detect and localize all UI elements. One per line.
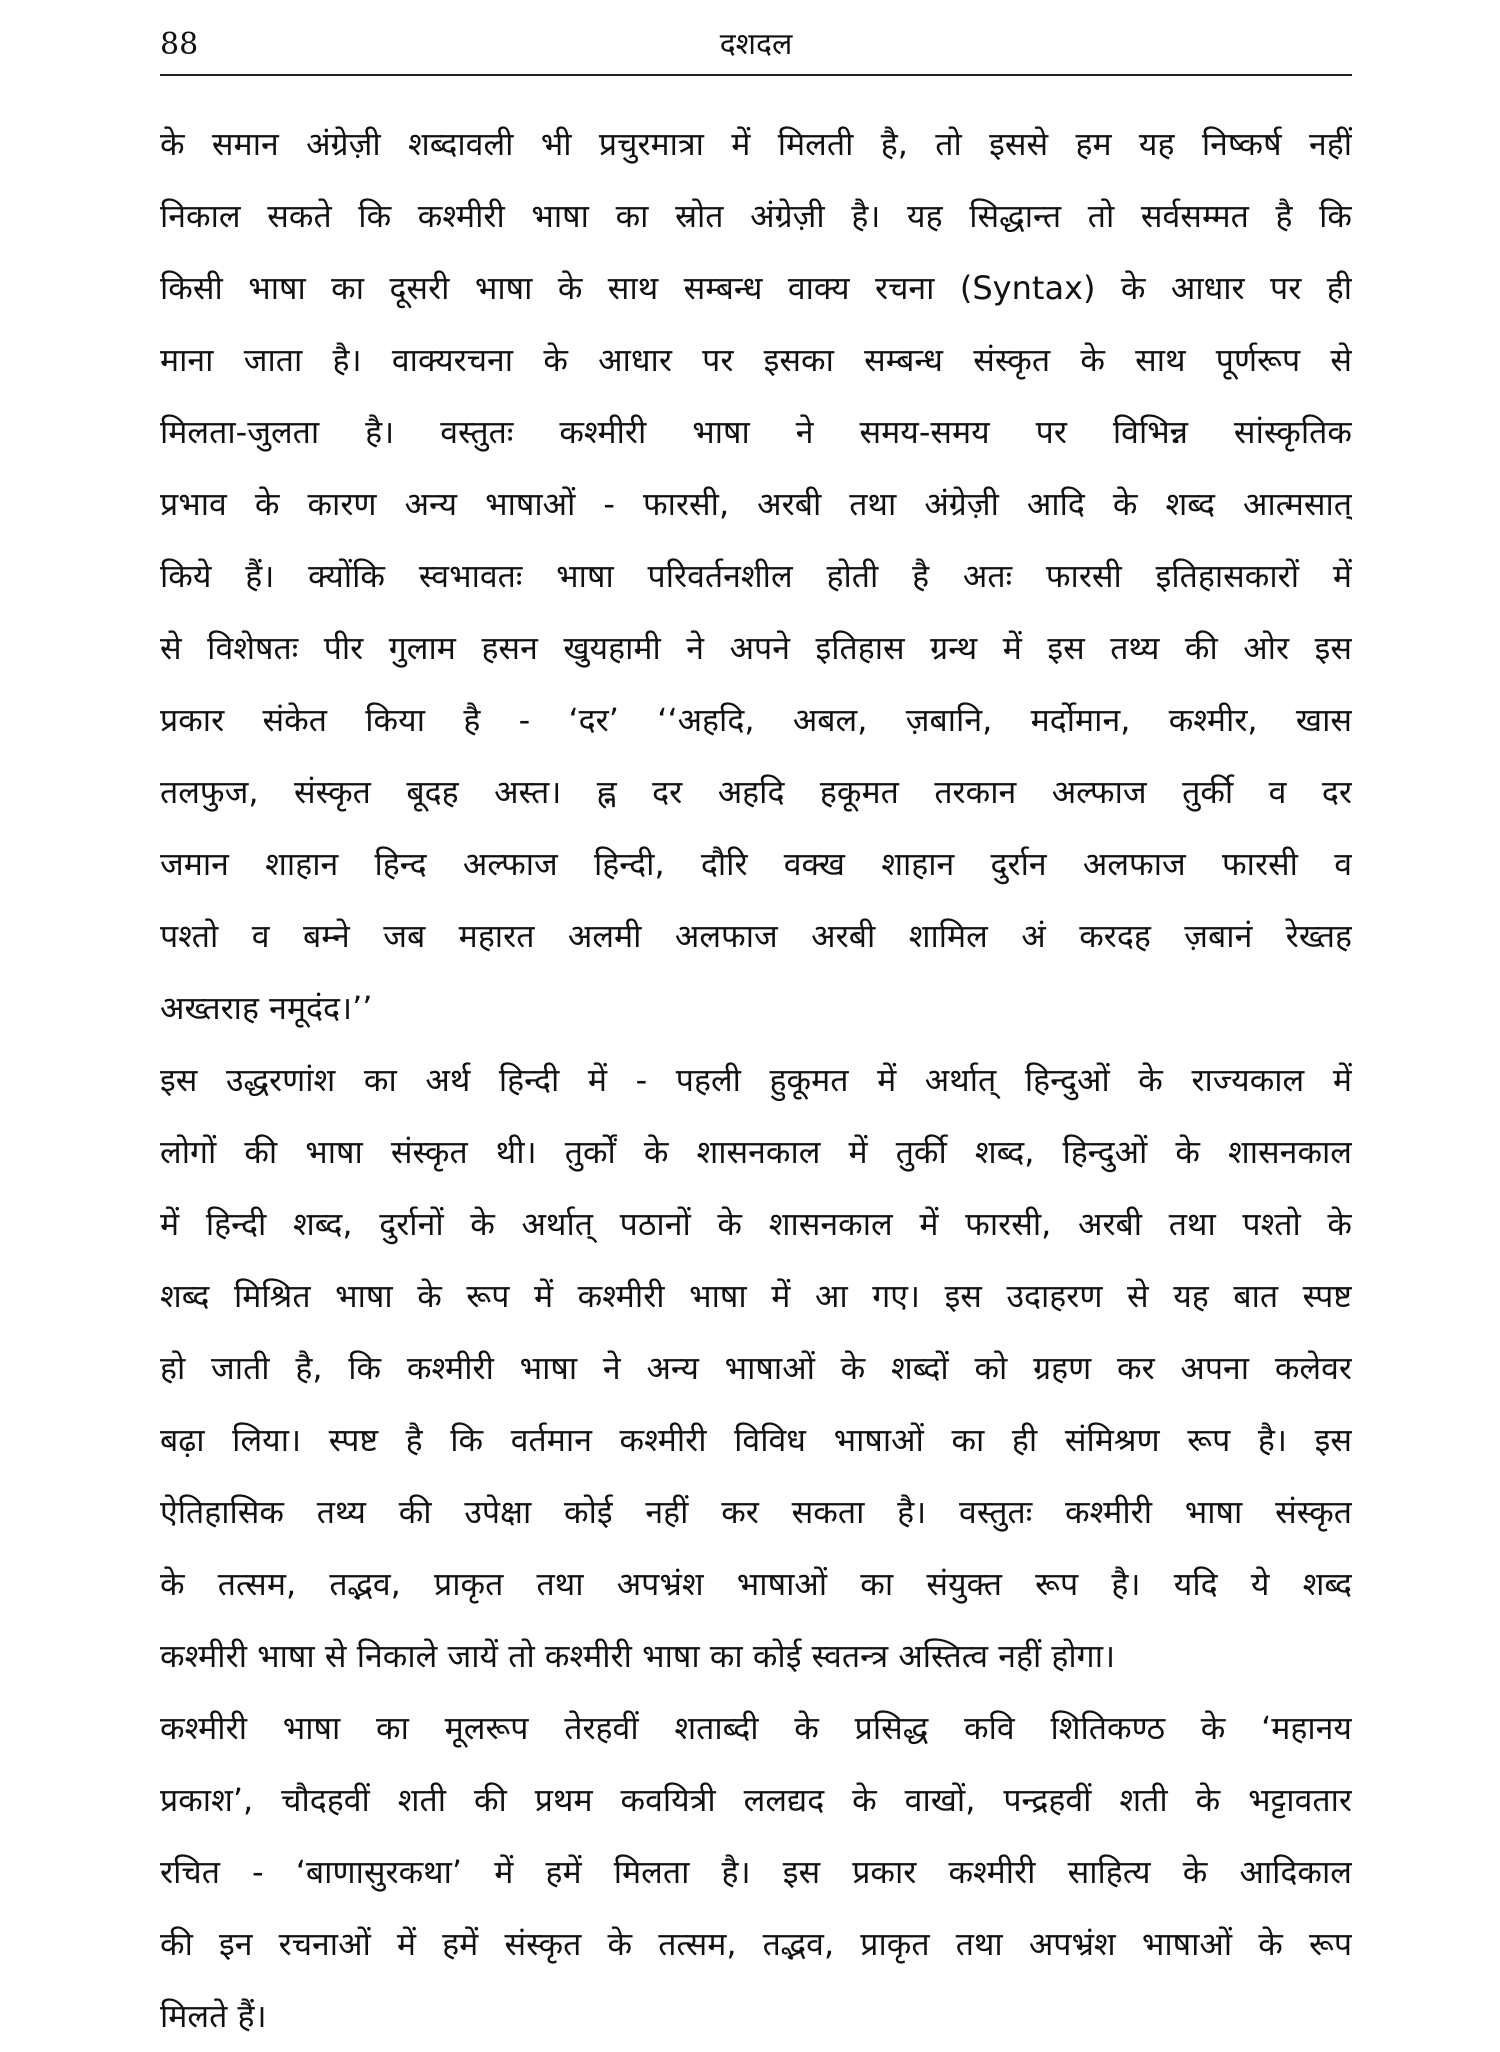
page-header	[160, 22, 1352, 68]
text-line: तलफुज, संस्कृत बूदह अस्त। ह्न दर अहदि हकूमत तरकान अल्फाज तुर्की व दर	[160, 773, 1352, 811]
text-line: किये हैं। क्योंकि स्वभावतः भाषा परिवर्तनशील होती है अतः फारसी इतिहासकारों में	[160, 557, 1352, 595]
text-line: कश्मीरी भाषा से निकाले जायें तो कश्मीरी भाषा का कोई स्वतन्त्र अस्तित्व नहीं होगा।	[160, 1637, 1116, 1675]
text-line: मिलते हैं।	[160, 1997, 267, 2035]
text-line: प्रकाश’, चौदहवीं शती की प्रथम कवयित्री ललद्यद के वाखों, पन्द्रहवीं शती के भट्टावतार	[160, 1781, 1352, 1819]
text-line: बढ़ा लिया। स्पष्ट है कि वर्तमान कश्मीरी विविध भाषाओं का ही संमिश्रण रूप है। इस	[160, 1421, 1352, 1459]
text-line: शब्द मिश्रित भाषा के रूप में कश्मीरी भाषा में आ गए। इस उदाहरण से यह बात स्पष्ट	[160, 1277, 1352, 1315]
text-line: कश्मीरी भाषा का मूलरूप तेरहवीं शताब्दी के प्रसिद्ध कवि शितिकण्ठ के ‘महानय	[160, 1709, 1352, 1747]
text-line: प्रभाव के कारण अन्य भाषाओं - फारसी, अरबी तथा अंग्रेज़ी आदि के शब्द आत्मसात्	[160, 485, 1352, 523]
text-line: लोगों की भाषा संस्कृत थी। तुर्कों के शासनकाल में तुर्की शब्द, हिन्दुओं के शासनकाल	[160, 1133, 1352, 1171]
text-line: के समान अंग्रेज़ी शब्दावली भी प्रचुरमात्रा में मिलती है, तो इससे हम यह निष्कर्ष नहीं	[160, 125, 1352, 163]
text-line: प्रकार संकेत किया है - ‘दर’ ‘‘अहदि, अबल, ज़बानि, मर्दोमान, कश्मीर, खास	[160, 701, 1352, 739]
text-line: निकाल सकते कि कश्मीरी भाषा का स्रोत अंग्रेज़ी है। यह सिद्धान्त तो सर्वसम्मत है कि	[160, 197, 1352, 235]
text-line: मिलता-जुलता है। वस्तुतः कश्मीरी भाषा ने समय-समय पर विभिन्न सांस्कृतिक	[160, 413, 1352, 451]
text-line: हो जाती है, कि कश्मीरी भाषा ने अन्य भाषाओं के शब्दों को ग्रहण कर अपना कलेवर	[160, 1349, 1352, 1387]
paragraph-1	[160, 108, 1352, 1044]
text-line: जमान शाहान हिन्द अल्फाज हिन्दी, दौरि वक्ख शाहान दुर्रान अलफाज फारसी व	[160, 845, 1352, 883]
text-line: के तत्सम, तद्भव, प्राकृत तथा अपभ्रंश भाषाओं का संयुक्त रूप है। यदि ये शब्द	[160, 1565, 1352, 1603]
text-line: पश्तो व बम्ने जब महारत अलमी अलफाज अरबी शामिल अं करदह ज़बानं रेख्तह	[160, 917, 1352, 955]
paragraph-3	[160, 1692, 1352, 2052]
body-text	[160, 108, 1352, 2052]
text-line: इस उद्धरणांश का अर्थ हिन्दी में - पहली हुकूमत में अर्थात् हिन्दुओं के राज्यकाल में	[160, 1061, 1352, 1099]
text-line: किसी भाषा का दूसरी भाषा के साथ सम्बन्ध वाक्य रचना (Syntax) के आधार पर ही	[160, 269, 1352, 307]
running-title: दशदल	[719, 27, 793, 62]
text-line: से विशेषतः पीर गुलाम हसन खुयहामी ने अपने इतिहास ग्रन्थ में इस तथ्य की ओर इस	[160, 629, 1352, 667]
header-divider	[160, 74, 1352, 76]
text-line: रचित - ‘बाणासुरकथा’ में हमें मिलता है। इस प्रकार कश्मीरी साहित्य के आदिकाल	[160, 1853, 1352, 1891]
text-line: माना जाता है। वाक्यरचना के आधार पर इसका सम्बन्ध संस्कृत के साथ पूर्णरूप से	[160, 341, 1352, 379]
text-line: अख्तराह नमूदंद।’’	[160, 989, 373, 1027]
text-line: की इन रचनाओं में हमें संस्कृत के तत्सम, तद्भव, प्राकृत तथा अपभ्रंश भाषाओं के रूप	[160, 1925, 1352, 1963]
paragraph-2	[160, 1044, 1352, 1692]
page-number: 88	[160, 27, 199, 62]
text-line: में हिन्दी शब्द, दुर्रानों के अर्थात् पठानों के शासनकाल में फारसी, अरबी तथा पश्तो के	[160, 1205, 1352, 1243]
text-line: ऐतिहासिक तथ्य की उपेक्षा कोई नहीं कर सकता है। वस्तुतः कश्मीरी भाषा संस्कृत	[160, 1493, 1352, 1531]
